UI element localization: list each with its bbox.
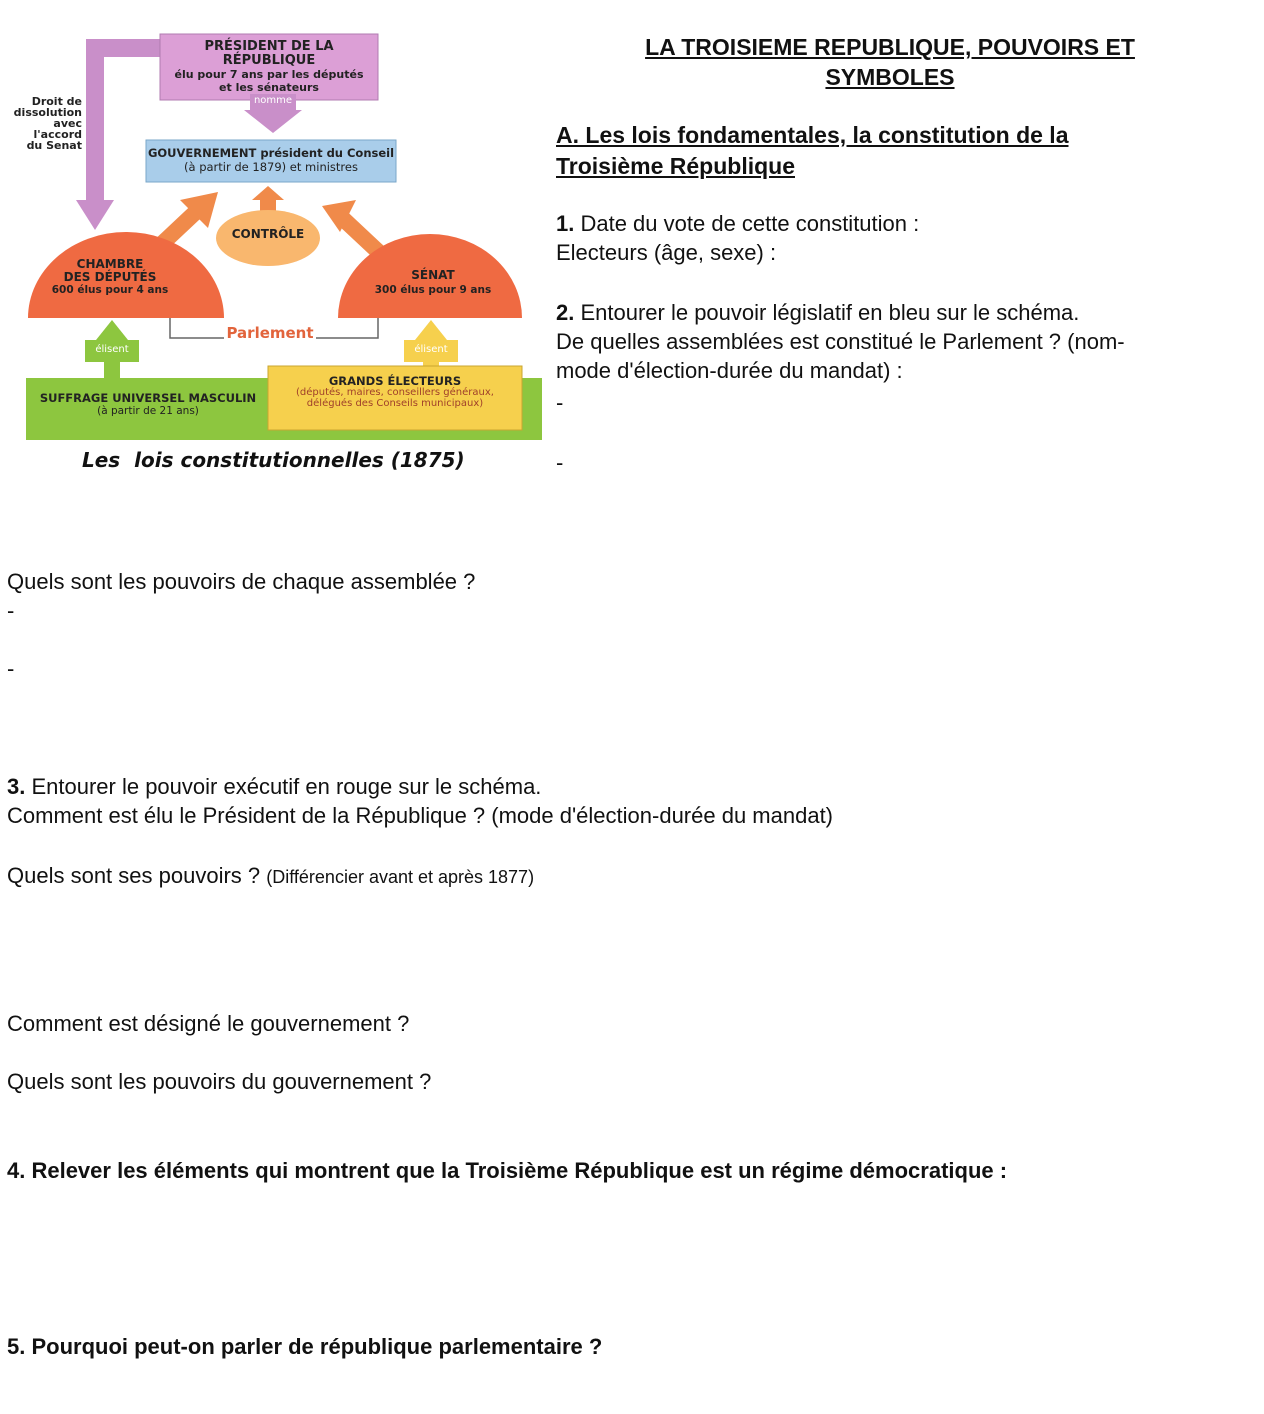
grands-electeurs-line2: (députés, maires, conseillers généraux, [296, 387, 494, 398]
question-3 [7, 772, 833, 830]
question-2-line3: mode d'élection-durée du mandat) : [556, 358, 903, 383]
gouvernement-label [146, 146, 396, 174]
dissolution-line: avec [53, 117, 82, 130]
question-1-line2: Electeurs (âge, sexe) : [556, 240, 777, 265]
chambre-line: CHAMBRE [76, 257, 144, 271]
elisent-right-arrowhead [415, 320, 447, 340]
question-1 [556, 209, 919, 267]
diagram-caption: Les lois constitutionnelles (1875) [82, 448, 465, 472]
controle-arrowhead-up [252, 186, 284, 200]
president-line3: et les sénateurs [219, 81, 319, 94]
senat-label [360, 268, 506, 298]
suffrage-label [30, 392, 266, 418]
section-a-line1: A. Les lois fondamentales, la constitution de la [556, 122, 1069, 148]
chambre-label [30, 258, 190, 297]
question-ses-pouvoirs [7, 861, 534, 892]
senat-line: SÉNAT [411, 268, 455, 282]
question-2-number: 2. [556, 300, 575, 325]
question-2 [556, 298, 1125, 385]
grands-electeurs-label [268, 376, 522, 409]
question-1-text: Date du vote de cette constitution : [574, 211, 920, 236]
dissolution-arrowhead [76, 200, 114, 230]
question-3-number: 3. [7, 774, 26, 799]
suffrage-line1: SUFFRAGE UNIVERSEL MASCULIN [39, 391, 257, 405]
question-ses-pouvoirs-note: (Différencier avant et après 1877) [266, 867, 535, 887]
senat-line: 300 élus pour 9 ans [374, 284, 492, 296]
dissolution-label [4, 96, 82, 151]
gouvernement-line1: GOUVERNEMENT président du Conseil [147, 146, 395, 160]
president-line2: élu pour 7 ans par les députés [174, 68, 364, 81]
elisent-left-arrowhead [96, 320, 128, 340]
answer-dash: - [7, 598, 15, 623]
dissolution-line: Droit de [31, 95, 82, 108]
grands-electeurs-line3: délégués des Conseils municipaux) [306, 398, 484, 409]
page-title-line2: SYMBOLES [825, 64, 955, 90]
suffrage-line2: (à partir de 21 ans) [97, 405, 199, 417]
question-1-number: 1. [556, 211, 575, 236]
page-title [560, 32, 1220, 92]
question-2-line2: De quelles assemblées est constitué le Parlement ? (nom- [556, 329, 1125, 354]
question-3-text: Entourer le pouvoir exécutif en rouge sur le schéma. [25, 774, 542, 799]
dissolution-line: du Senat [26, 139, 82, 152]
president-title: PRÉSIDENT DE LA RÉPUBLIQUE [204, 39, 334, 68]
grands-electeurs-title: GRANDS ÉLECTEURS [328, 374, 462, 388]
answer-dash: - [556, 450, 564, 475]
question-5: 5. Pourquoi peut-on parler de république parlementaire ? [7, 1334, 603, 1359]
section-a-line2: Troisième République [556, 153, 795, 179]
nomme-label: nomme [253, 95, 293, 106]
gouvernement-line2: (à partir de 1879) et ministres [184, 160, 358, 174]
answer-dash: - [556, 390, 564, 415]
question-ses-pouvoirs-text: Quels sont ses pouvoirs ? [7, 863, 267, 888]
answer-dash: - [7, 656, 15, 681]
chambre-line: DES DÉPUTÉS [63, 270, 157, 284]
question-pouvoirs-gouvernement: Quels sont les pouvoirs du gouvernement ? [7, 1069, 432, 1094]
elisent-right-label: élisent [414, 344, 448, 355]
dissolution-line: l'accord [33, 128, 82, 141]
elisent-left-stem [104, 362, 120, 378]
chambre-line: 600 élus pour 4 ans [51, 284, 169, 296]
question-4: 4. Relever les éléments qui montrent que la Troisième République est un régime démocratique : [7, 1158, 1008, 1183]
section-a-heading [556, 120, 1068, 182]
president-label [160, 40, 378, 94]
elisent-left-label: élisent [95, 344, 129, 355]
nomme-arrowhead [244, 110, 302, 133]
dissolution-line: dissolution [13, 106, 82, 119]
question-3-line2: Comment est élu le Président de la République ? (mode d'élection-durée du mandat) [7, 803, 834, 828]
parlement-label: Parlement [226, 324, 314, 342]
question-gouvernement-designe: Comment est désigné le gouvernement ? [7, 1011, 410, 1036]
controle-label: CONTRÔLE [231, 227, 305, 241]
question-2-text: Entourer le pouvoir législatif en bleu sur le schéma. [574, 300, 1080, 325]
page-title-line1: LA TROISIEME REPUBLIQUE, POUVOIRS ET [645, 34, 1135, 60]
question-pouvoirs-assemblee: Quels sont les pouvoirs de chaque assemblée ? [7, 569, 476, 594]
